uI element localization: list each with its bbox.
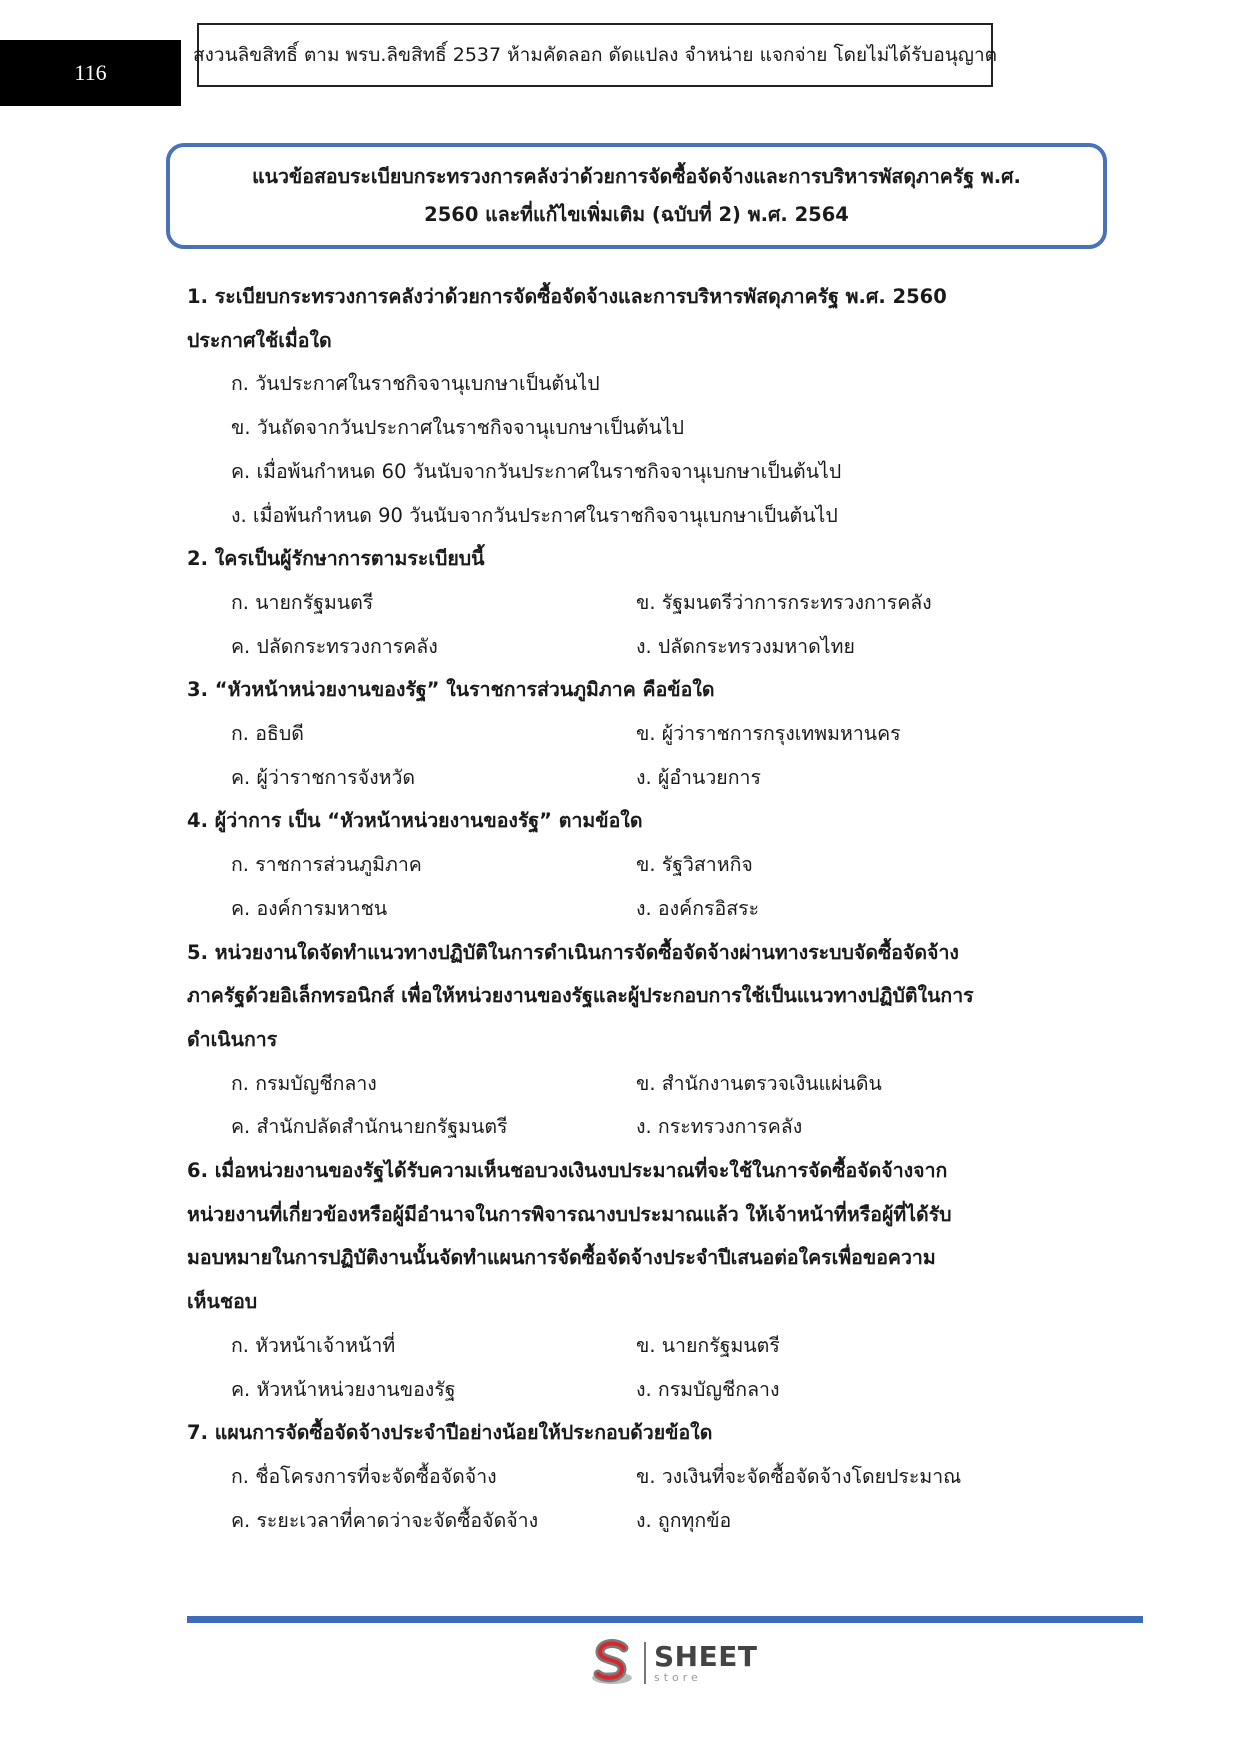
s-mark-icon <box>590 1638 638 1688</box>
option-a: ก. ราชการส่วนภูมิภาค <box>231 853 422 877</box>
page-number: 116 <box>74 60 107 85</box>
question-list <box>187 275 1087 1542</box>
question-text-line: เห็นชอบ <box>187 1290 258 1314</box>
option-d: ง. กระทรวงการคลัง <box>636 1115 803 1139</box>
option-a: ก. กรมบัญชีกลาง <box>231 1071 377 1095</box>
option-b: ข. วงเงินที่จะจัดซื้อจัดจ้างโดยประมาณ <box>636 1464 962 1488</box>
option-c: ค. ระยะเวลาที่คาดว่าจะจัดซื้อจัดจ้าง <box>231 1508 539 1532</box>
logo-brand: SHEET <box>654 1640 758 1673</box>
question-text-line: 5. หน่วยงานใดจัดทำแนวทางปฏิบัติในการดำเนินการจัดซื้อจัดจ้างผ่านทางระบบจัดซื้อจัดจ้าง <box>187 940 959 964</box>
option-c: ค. สำนักปลัดสำนักนายกรัฐมนตรี <box>231 1115 508 1139</box>
question-text-line: 3. “หัวหน้าหน่วยงานของรัฐ” ในราชการส่วนภูมิภาค คือข้อใด <box>187 678 715 702</box>
option-d: ง. เมื่อพ้นกำหนด 90 วันนับจากวันประกาศในราชกิจจานุเบกษาเป็นต้นไป <box>231 503 838 527</box>
question-text-line: 7. แผนการจัดซื้อจัดจ้างประจำปีอย่างน้อยให้ประกอบด้วยข้อใด <box>187 1421 713 1445</box>
option-c: ค. ผู้ว่าราชการจังหวัด <box>231 765 416 789</box>
sheet-store-logo <box>590 1637 757 1689</box>
question-text-line: 6. เมื่อหน่วยงานของรัฐได้รับความเห็นชอบวงเงินงบประมาณที่จะใช้ในการจัดซื้อจัดจ้างจาก <box>187 1159 948 1183</box>
question-7 <box>187 1411 1087 1542</box>
option-b: ข. ผู้ว่าราชการกรุงเทพมหานคร <box>636 722 901 746</box>
option-a: ก. ชื่อโครงการที่จะจัดซื้อจัดจ้าง <box>231 1464 497 1488</box>
option-c: ค. ปลัดกระทรวงการคลัง <box>231 634 438 658</box>
question-text-line: ประกาศใช้เมื่อใด <box>187 328 332 352</box>
option-row <box>187 756 1087 800</box>
option-row <box>187 581 1087 625</box>
option-b: ข. รัฐมนตรีว่าการกระทรวงการคลัง <box>636 590 932 614</box>
section-title-line-2: 2560 และที่แก้ไขเพิ่มเติม (ฉบับที่ 2) พ.ศ. 2564 <box>424 203 849 226</box>
option-row <box>187 712 1087 756</box>
option-row <box>187 1324 1087 1368</box>
option-c: ค. องค์การมหาชน <box>231 896 388 920</box>
copyright-notice <box>193 23 997 87</box>
option-a: ก. วันประกาศในราชกิจจานุเบกษาเป็นต้นไป <box>231 372 600 396</box>
question-5 <box>187 931 1087 1150</box>
option-b: ข. วันถัดจากวันประกาศในราชกิจจานุเบกษาเป็นต้นไป <box>231 416 685 440</box>
logo-sub: store <box>654 1671 702 1684</box>
option-b: ข. รัฐวิสาหกิจ <box>636 853 753 877</box>
option-b: ข. สำนักงานตรวจเงินแผ่นดิน <box>636 1071 882 1095</box>
question-6 <box>187 1149 1087 1411</box>
option-row <box>187 1455 1087 1499</box>
question-text-line: มอบหมายในการปฏิบัติงานนั้นจัดทำแผนการจัดซื้อจัดจ้างประจำปีเสนอต่อใครเพื่อขอความ <box>187 1246 936 1270</box>
question-1 <box>187 275 1087 537</box>
option-d: ง. ปลัดกระทรวงมหาดไทย <box>636 634 855 658</box>
option-row <box>187 1499 1087 1543</box>
option-row <box>187 1062 1087 1106</box>
option-d: ง. กรมบัญชีกลาง <box>636 1377 780 1401</box>
option-d: ง. ถูกทุกข้อ <box>636 1508 732 1532</box>
option-row <box>187 1105 1087 1149</box>
question-text-line: 1. ระเบียบกระทรวงการคลังว่าด้วยการจัดซื้อจัดจ้างและการบริหารพัสดุภาครัฐ พ.ศ. 2560 <box>187 285 947 308</box>
copyright-text: สงวนลิขสิทธิ์ ตาม พรบ.ลิขสิทธิ์ 2537 ห้ามคัดลอก ดัดแปลง จำหน่าย แจกจ่าย โดยไม่ได้รับอนุญาต <box>193 44 997 66</box>
option-row <box>187 887 1087 931</box>
option-d: ง. องค์กรอิสระ <box>636 896 760 920</box>
question-4 <box>187 799 1087 930</box>
option-row <box>187 625 1087 669</box>
footer-rule <box>187 1616 1143 1623</box>
question-3 <box>187 668 1087 799</box>
question-2 <box>187 537 1087 668</box>
question-text-line: หน่วยงานที่เกี่ยวข้องหรือผู้มีอำนาจในการพิจารณางบประมาณแล้ว ให้เจ้าหน้าที่หรือผู้ที่ได้รับ <box>187 1202 952 1226</box>
option-d: ง. ผู้อำนวยการ <box>636 765 761 789</box>
option-a: ก. หัวหน้าเจ้าหน้าที่ <box>231 1333 396 1357</box>
section-title-line-1: แนวข้อสอบระเบียบกระทรวงการคลังว่าด้วยการจัดซื้อจัดจ้างและการบริหารพัสดุภาครัฐ พ.ศ. <box>252 165 1021 188</box>
question-text-line: ภาครัฐด้วยอิเล็กทรอนิกส์ เพื่อให้หน่วยงานของรัฐและผู้ประกอบการใช้เป็นแนวทางปฏิบัติในการ <box>187 984 974 1008</box>
question-text-line: 2. ใครเป็นผู้รักษาการตามระเบียบนี้ <box>187 547 485 571</box>
logo-divider <box>644 1642 646 1684</box>
logo-wordmark <box>654 1640 758 1684</box>
option-row <box>187 843 1087 887</box>
option-row <box>187 1368 1087 1412</box>
option-c: ค. เมื่อพ้นกำหนด 60 วันนับจากวันประกาศในราชกิจจานุเบกษาเป็นต้นไป <box>231 459 842 483</box>
option-b: ข. นายกรัฐมนตรี <box>636 1333 780 1357</box>
question-text-line: ดำเนินการ <box>187 1027 278 1051</box>
option-c: ค. หัวหน้าหน่วยงานของรัฐ <box>231 1377 456 1401</box>
page-number-box <box>0 40 181 106</box>
option-a: ก. อธิบดี <box>231 722 304 746</box>
option-a: ก. นายกรัฐมนตรี <box>231 590 374 614</box>
question-text-line: 4. ผู้ว่าการ เป็น “หัวหน้าหน่วยงานของรัฐ” ตามข้อใด <box>187 809 643 833</box>
section-title-box <box>166 143 1107 249</box>
